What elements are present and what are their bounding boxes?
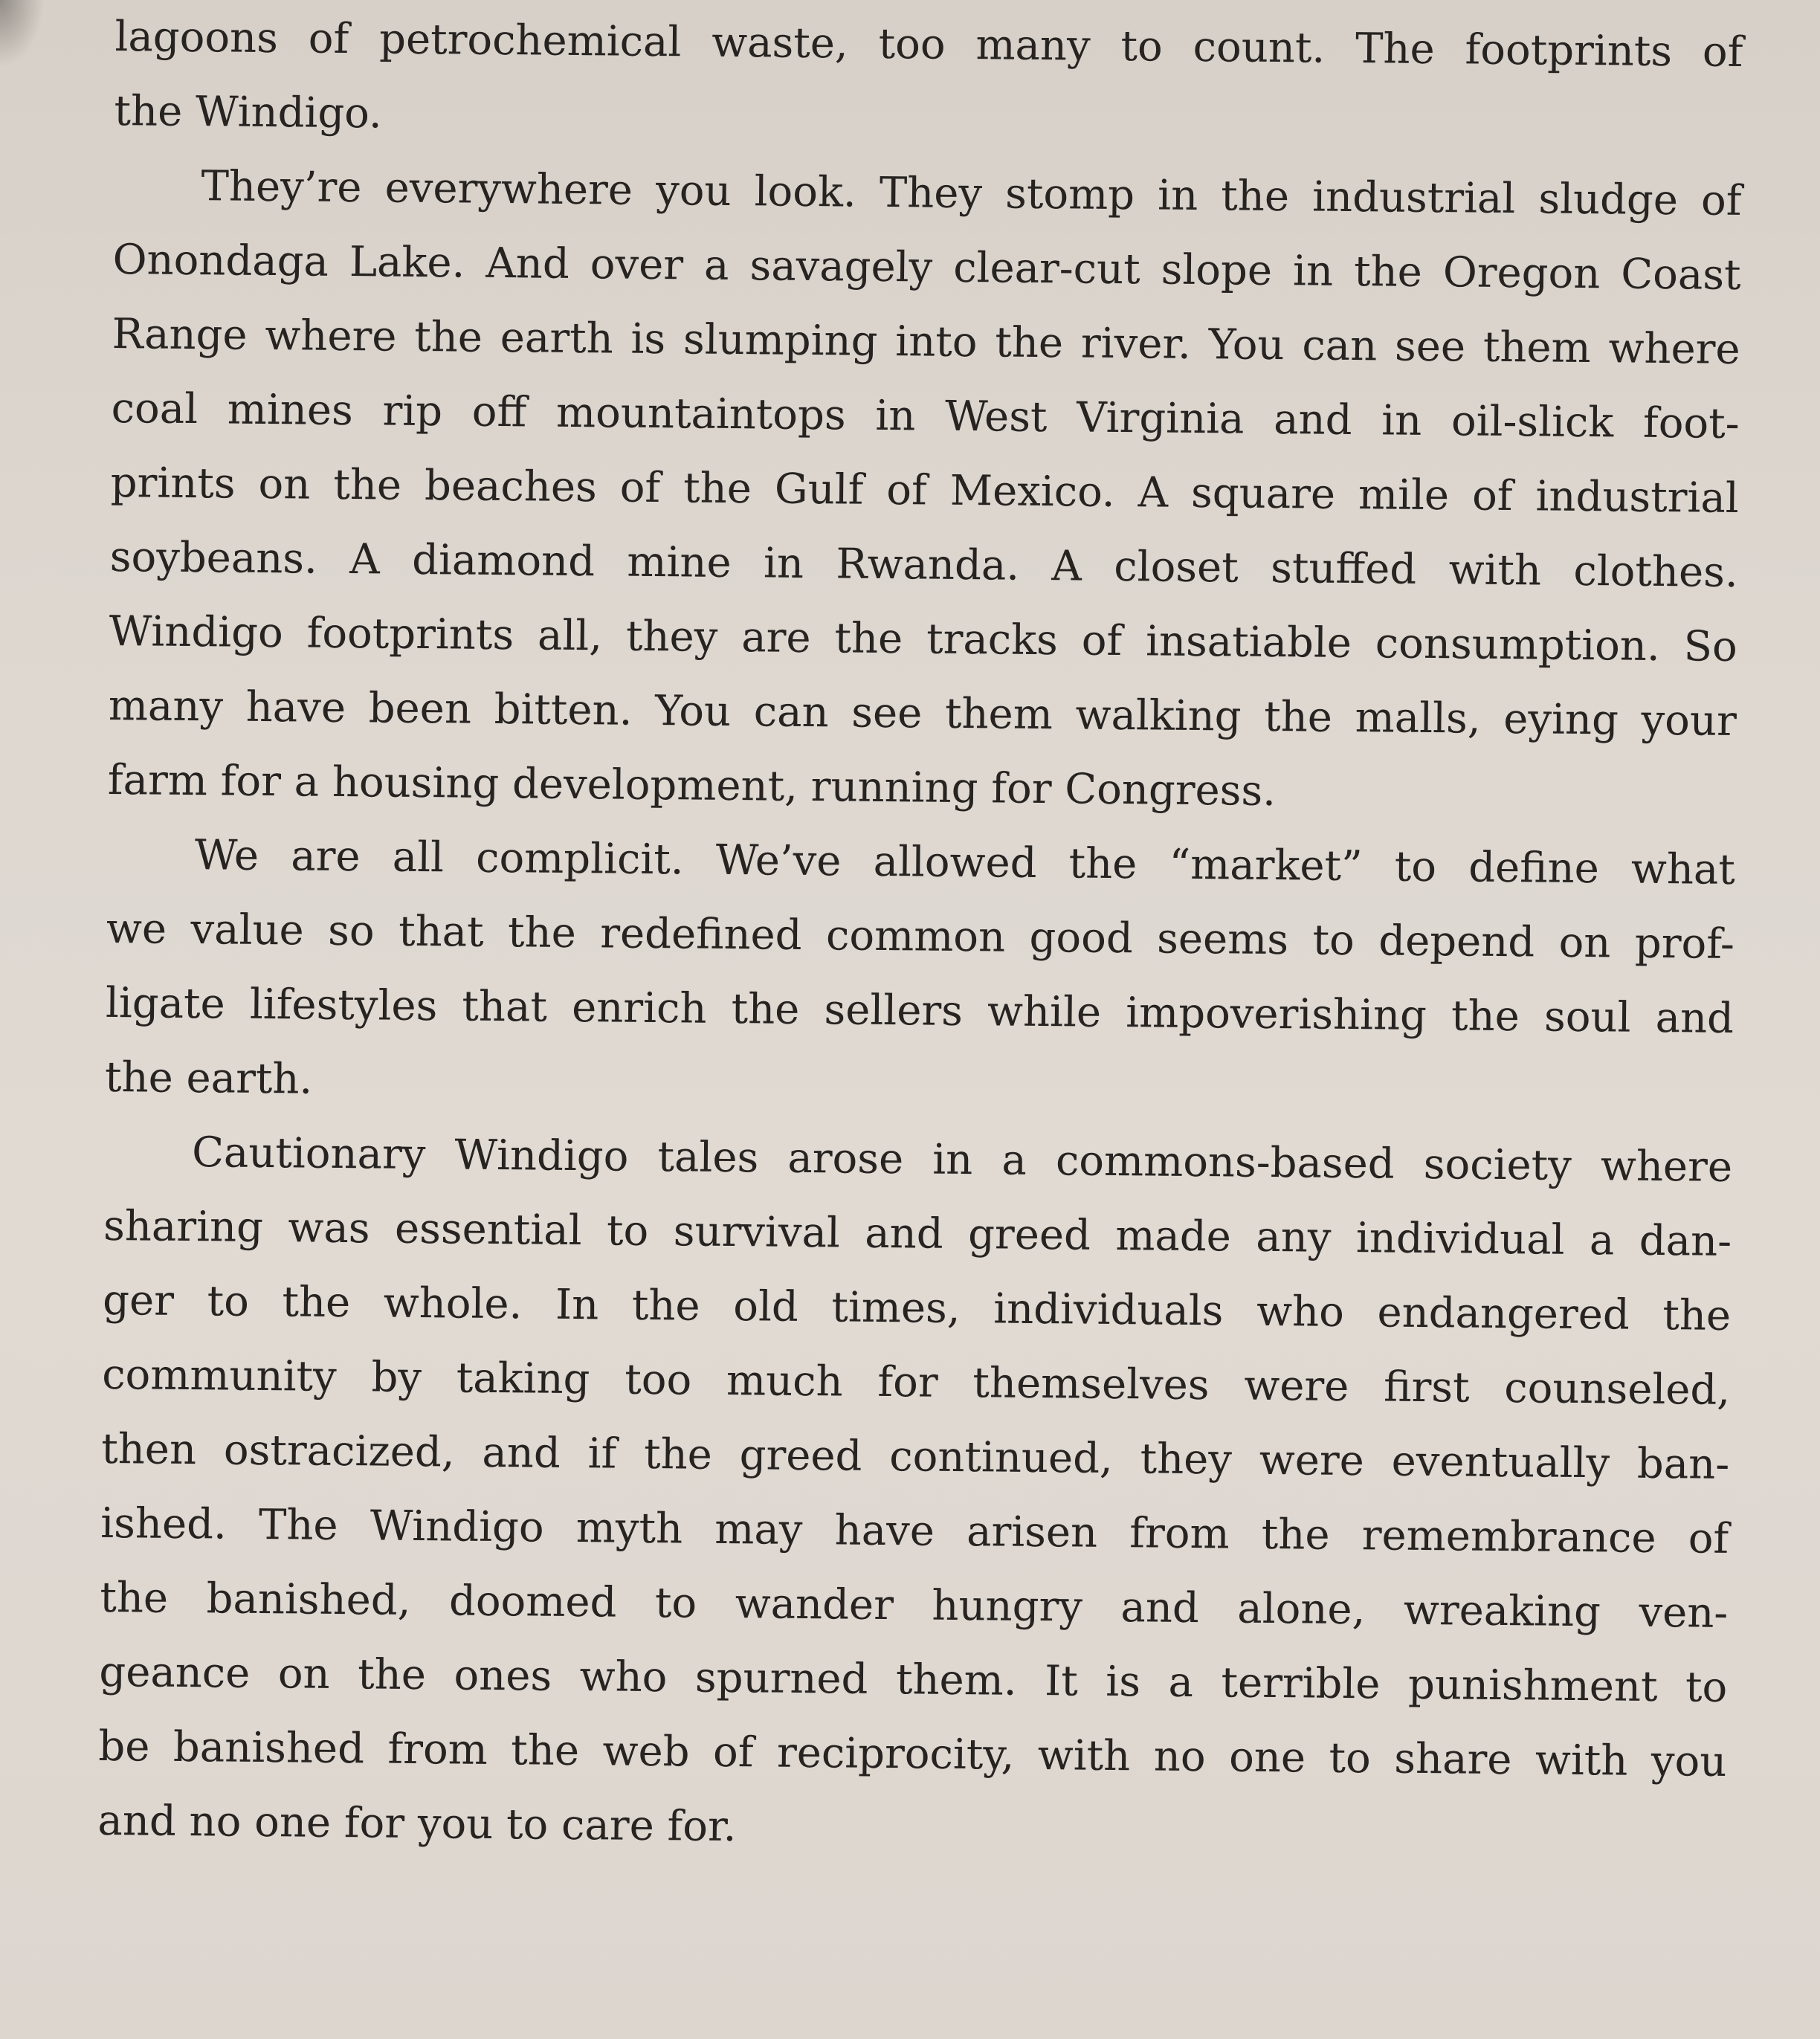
body-text [97, 0, 1743, 1874]
text-line: many have been bitten. You can see them walking the malls, eying your [108, 681, 1737, 746]
text-line: then ostracized, and if the greed continued, they were eventually ban- [100, 1424, 1730, 1489]
text-line: Windigo footprints all, they are the tracks of insatiable consumption. So [109, 607, 1738, 671]
page-corner-shadow [0, 0, 45, 67]
text-line: farm for a housing development, running for Congress. [107, 755, 1277, 816]
paragraph-2 [107, 149, 1742, 833]
text-line: soybeans. A diamond mine in Rwanda. A closet stuffed with clothes. [109, 532, 1739, 597]
text-line: sharing was essential to survival and greed made any individual a dan- [103, 1201, 1732, 1266]
text-line: we value so that the redefined common good seems to depend on prof- [106, 904, 1735, 969]
text-line: coal mines rip off mountaintops in West Virginia and in oil-slick foot- [111, 384, 1740, 448]
text-line: Range where the earth is slumping into the river. You can see them where [112, 309, 1740, 374]
text-line: be banished from the web of reciprocity, with no one to share with you [98, 1722, 1727, 1786]
text-line: community by taking too much for themselves were first counseled, [101, 1350, 1731, 1415]
text-line: ger to the whole. In the old times, individuals who endangered the [102, 1276, 1732, 1340]
text-line: ished. The Windigo myth may have arisen from the remembrance of [100, 1499, 1729, 1563]
text-line: They’re everywhere you look. They stomp in the industrial sludge of [201, 162, 1742, 226]
text-line: We are all complicit. We’ve allowed the “market” to define what [194, 831, 1736, 894]
text-line: the Windigo. [114, 86, 383, 138]
paragraph-3 [105, 818, 1736, 1131]
text-line: and no one for you to care for. [97, 1796, 737, 1852]
text-line: geance on the ones who spurned them. It is a terrible punishment to [99, 1647, 1728, 1712]
paragraph-1 [114, 0, 1743, 164]
text-line: Cautionary Windigo tales arose in a commons-based society where [191, 1128, 1733, 1192]
text-line: Onondaga Lake. And over a savagely clear-cut slope in the Oregon Coast [112, 235, 1741, 300]
paragraph-4 [97, 1115, 1732, 1874]
text-line: ligate lifestyles that enrich the sellers while impoverishing the soul and [105, 978, 1735, 1043]
text-line: the earth. [104, 1053, 313, 1104]
text-line: lagoons of petrochemical waste, too many to count. The footprints of [114, 12, 1743, 77]
text-line: prints on the beaches of the Gulf of Mexico. A square mile of industrial [110, 458, 1739, 523]
text-line: the banished, doomed to wander hungry and alone, wreaking ven- [100, 1573, 1729, 1638]
